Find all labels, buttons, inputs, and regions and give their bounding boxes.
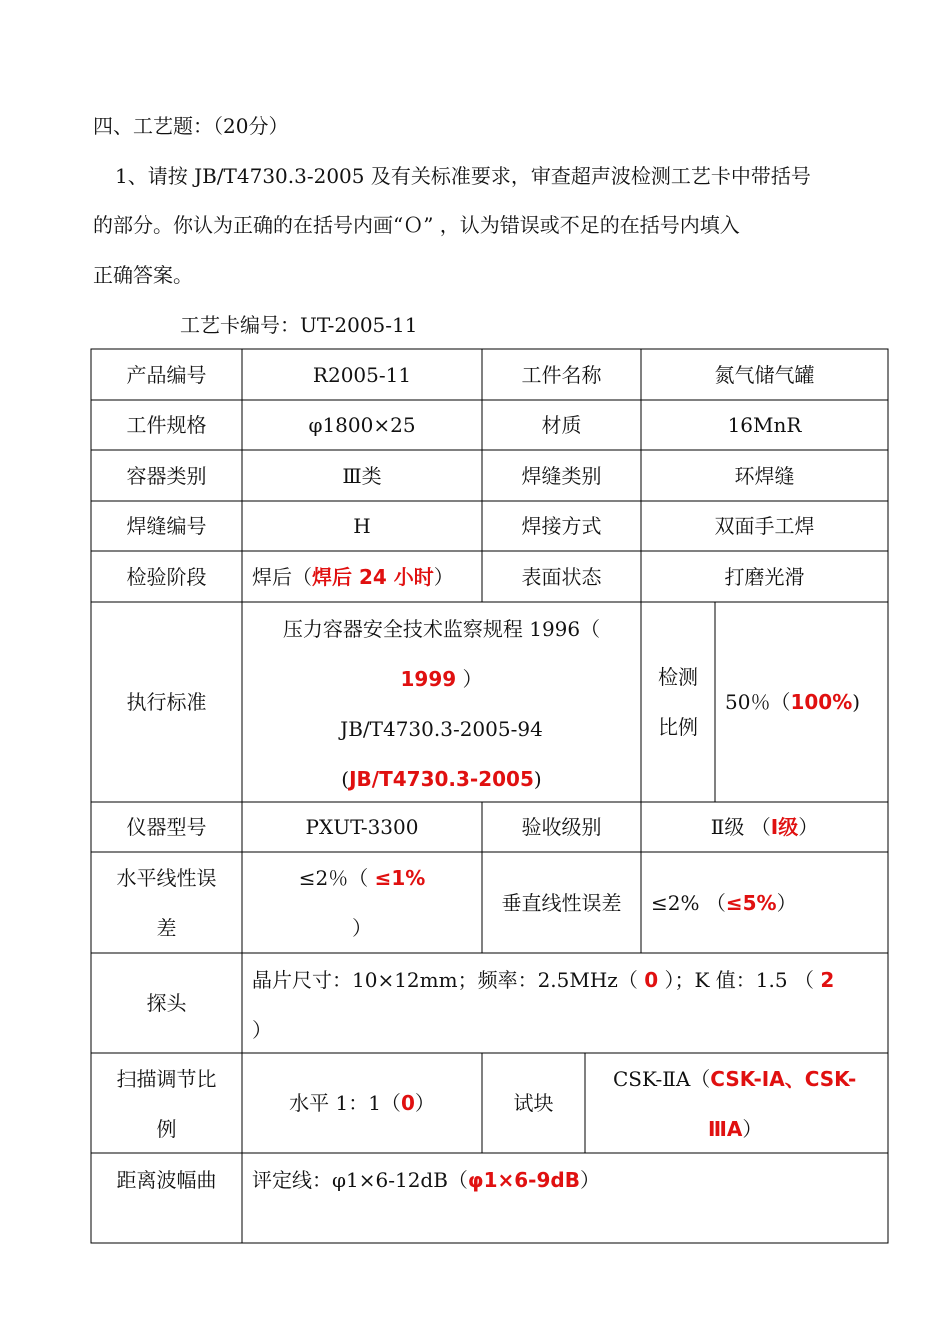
horizontal-linearity-label [91, 853, 242, 953]
acceptance-cell [641, 802, 888, 852]
standard-cell [242, 604, 641, 802]
ratio-label-line-2: 比例 [658, 715, 698, 739]
hlin-answer: ≤1% [374, 866, 426, 890]
vessel-class-value: Ⅲ类 [342, 463, 382, 488]
acceptance-answer: Ⅰ级 [770, 815, 799, 839]
probe-mid: ）；K 值：1.5 （ [658, 968, 821, 992]
scan-answer: 0 [400, 1091, 415, 1115]
vessel-class-label: 容器类别 [126, 463, 207, 488]
instrument-label: 仪器型号 [126, 815, 207, 839]
ratio-cell [715, 602, 888, 802]
probe-answer-k: 2 [820, 968, 835, 992]
standard-line-2: 1999 ） [400, 667, 483, 691]
question-line-2: 的部分。你认为正确的在括号内画“Ｏ” ，认为错误或不足的在括号内填入 [93, 213, 740, 237]
material-value: 16MnR [727, 413, 802, 437]
hlin-value: ≤2％（ [298, 866, 375, 890]
spec-value: φ1800×25 [308, 413, 416, 437]
vlin-answer: ≤5% [725, 890, 777, 915]
section-heading: 四、工艺题：（20分） [93, 114, 289, 138]
standard-line-1: 压力容器安全技术监察规程 1996（ [282, 617, 601, 641]
ratio-label [641, 652, 715, 752]
question-line-1: 1、请按 JB/T4730.3-2005 及有关标准要求，审查超声波检测工艺卡中带括号 [115, 164, 811, 188]
question-line-3: 正确答案。 [93, 263, 193, 287]
acceptance-value: Ⅱ级 （ [710, 815, 771, 839]
scan-value: 水平 1：1（ [289, 1091, 401, 1115]
ratio-label-line-1: 检测 [658, 665, 698, 689]
horizontal-linearity-cell [242, 853, 482, 953]
stage-close: ） [433, 564, 454, 589]
dac-value: 评定线：φ1×6-12dB（ [252, 1168, 468, 1192]
hlin-label-line-2: 差 [156, 916, 177, 940]
hlin-label-line-1: 水平线性误 [116, 866, 217, 890]
block-line-1 [613, 1054, 888, 1104]
vertical-linearity-cell [641, 852, 888, 953]
surface-value: 打磨光滑 [724, 564, 805, 589]
scan-close: ） [414, 1091, 435, 1115]
acceptance-close: ） [798, 815, 819, 839]
stage-answer: 焊后 24 小时 [312, 564, 434, 589]
acceptance-label: 验收级别 [521, 815, 602, 839]
probe-value: 晶片尺寸：10×12mm；频率：2.5MHz（ [252, 968, 645, 992]
standard-answer-2: JB/T4730.3-2005 [349, 767, 534, 791]
block-line-2 [613, 1104, 888, 1154]
test-block-label: 试块 [513, 1091, 554, 1115]
scan-ratio-label [91, 1054, 242, 1154]
process-card-number: 工艺卡编号：UT-2005-11 [180, 313, 418, 337]
vlin-value: ≤2% （ [651, 890, 726, 915]
weld-no-label: 焊缝编号 [126, 514, 207, 538]
standard-answer-1: 1999 [400, 667, 457, 691]
vertical-linearity-label: 垂直线性误差 [501, 890, 622, 915]
workpiece-name-value: 氮气储气罐 [714, 362, 815, 387]
standard-line-3: JB/T4730.3-2005-94 [340, 717, 543, 741]
dac-cell [242, 1155, 888, 1205]
stage-value: 焊后（ [252, 564, 312, 589]
dac-label: 距离波幅曲 [116, 1168, 217, 1192]
hlin-line-1 [242, 853, 482, 903]
ratio-close: ) [852, 690, 861, 714]
scan-ratio-cell [242, 1053, 482, 1153]
probe-close: ） [252, 1018, 272, 1042]
weld-no-value: H [353, 514, 371, 538]
weld-class-value: 环焊缝 [734, 463, 795, 488]
workpiece-name-label: 工件名称 [521, 362, 602, 387]
probe-answer-frequency: 0 [644, 968, 659, 992]
stage-label: 检验阶段 [126, 564, 207, 589]
probe-label: 探头 [146, 991, 187, 1015]
spec-label: 工件规格 [126, 413, 207, 437]
instrument-value: PXUT-3300 [305, 815, 419, 839]
vlin-close: ） [776, 890, 797, 915]
block-value: CSK-ⅡA（ [613, 1067, 711, 1091]
scan-label-line-2: 例 [156, 1117, 177, 1141]
ratio-answer: 100% [790, 690, 853, 714]
probe-cell [252, 955, 886, 1051]
material-label: 材质 [541, 413, 582, 437]
product-no-value: R2005-11 [312, 362, 412, 387]
standard-line-4: (JB/T4730.3-2005) [341, 767, 542, 791]
scan-label-line-1: 扫描调节比 [116, 1067, 217, 1091]
stage-cell [242, 551, 482, 602]
surface-label: 表面状态 [521, 564, 602, 589]
block-answer-1: CSK-ⅠA、CSK- [710, 1067, 857, 1091]
block-answer-2: ⅢA [708, 1117, 743, 1141]
dac-close: ） [579, 1168, 600, 1192]
hlin-close: ） [352, 916, 372, 940]
weld-method-label: 焊接方式 [521, 514, 602, 538]
weld-class-label: 焊缝类别 [521, 463, 602, 488]
block-close: ） [742, 1117, 763, 1141]
standard-label: 执行标准 [126, 690, 207, 714]
product-no-label: 产品编号 [126, 362, 207, 387]
weld-method-value: 双面手工焊 [714, 514, 815, 538]
dac-answer: φ1×6-9dB [467, 1168, 580, 1192]
test-block-cell [585, 1054, 888, 1154]
ratio-value: 50％（ [725, 690, 791, 714]
